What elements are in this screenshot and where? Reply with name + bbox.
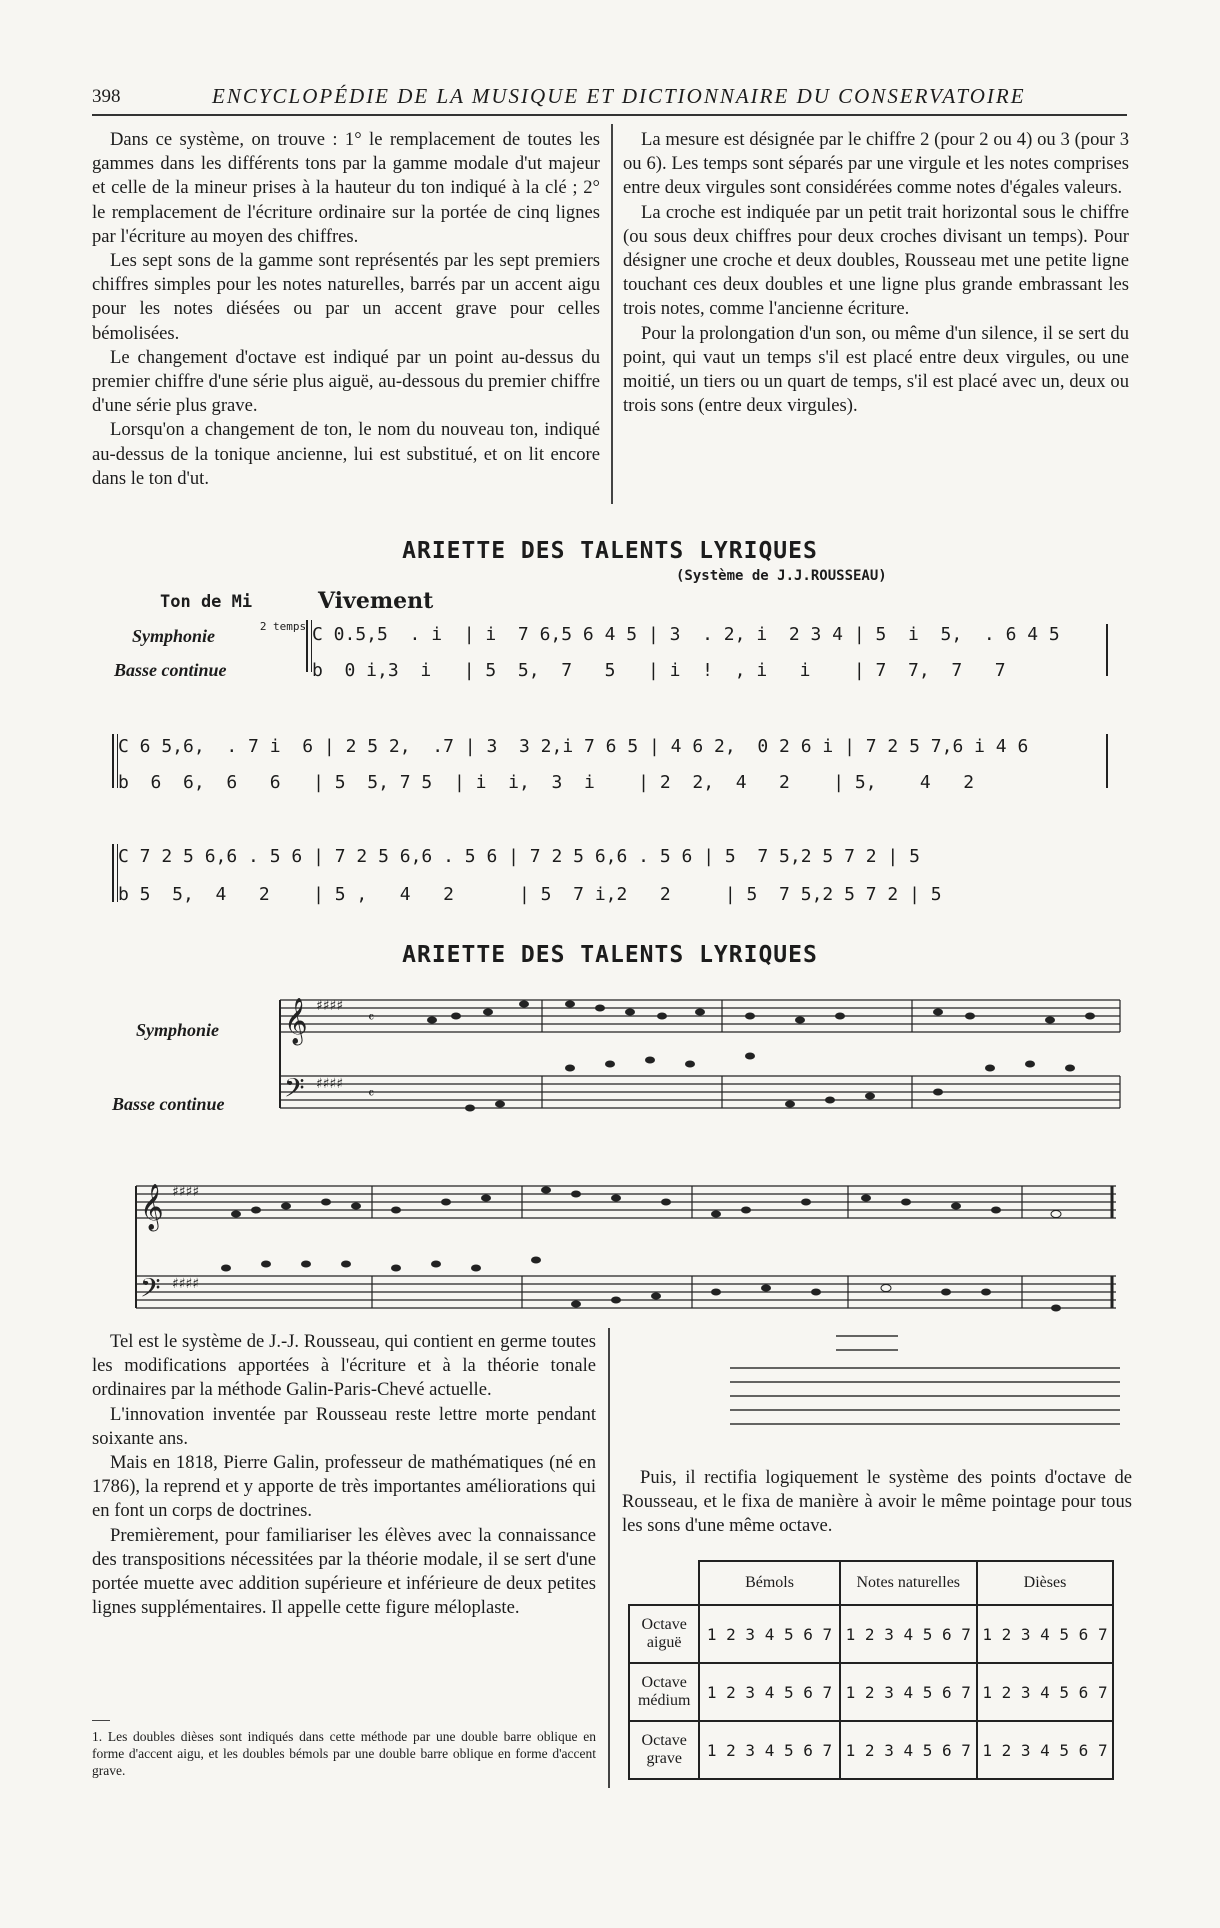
svg-text:𝄞: 𝄞: [284, 998, 308, 1044]
dieses-cell: 1 2 3 4 5 6 7: [977, 1663, 1113, 1721]
score-system-1: [270, 990, 1130, 1140]
paragraph: Tel est le système de J.-J. Rousseau, qui contient en germe toutes les modifications apportées à l'écriture et à la théorie tonale ordinaires par la méthode Galin-Paris-Chevé actuelle.: [92, 1331, 596, 1401]
paragraph: La mesure est désignée par le chiffre 2 (pour 2 ou 4) ou 3 (pour 3 ou 6). Les temps sont séparés par une virgule et les notes comprises entre deux virgules sont considérées comme notes d'égales valeurs.: [623, 129, 1129, 199]
svg-text:♯♯♯♯: ♯♯♯♯: [172, 1276, 200, 1292]
paragraph: Le changement d'octave est indiqué par un point au-dessus du premier chiffre d'une série plus aiguë, au-dessous du premier chiffre d'une série plus grave.: [92, 346, 600, 417]
barline: [1106, 734, 1108, 788]
ariette1-subtitle: (Système de J.J.ROUSSEAU): [676, 568, 887, 584]
paragraph: Puis, il rectifia logiquement le système des points d'octave de Rousseau, et le fixa de manière à avoir le même pointage pour tous les sons d'une même octave.: [622, 1467, 1132, 1537]
bemols-cell: 1 2 3 4 5 6 7: [699, 1721, 839, 1779]
octave-label: Octave aiguë: [629, 1605, 699, 1663]
running-title: ENCYCLOPÉDIE DE LA MUSIQUE ET DICTIONNAIRE DU CONSERVATOIRE: [212, 84, 1026, 108]
score-system-2: [126, 1166, 1130, 1346]
symphonie-label: Symphonie: [136, 1020, 220, 1040]
double-barline: [306, 620, 312, 672]
double-barline: [112, 844, 118, 902]
paragraph: Dans ce système, on trouve : 1° le remplacement de toutes les gammes dans les différents tons par la gamme modale d'ut majeur et celle de la mineur prises à la hauteur du ton indiqué à la clé ; 2° le remplacement de l'écriture ordinaire sur la portée de cinq lignes par l'écriture au moyen des chiffres.: [92, 129, 600, 247]
octave-label: Octave médium: [629, 1663, 699, 1721]
column-divider: [608, 1328, 610, 1788]
temps-label: 2 temps: [259, 620, 307, 633]
symphonie-label: Symphonie: [132, 626, 216, 646]
header-bemols: Bémols: [699, 1561, 839, 1605]
header-naturelles: Notes naturelles: [840, 1561, 977, 1605]
svg-text:♯♯♯♯: ♯♯♯♯: [316, 1076, 344, 1092]
running-header: [92, 84, 1127, 116]
svg-text:𝄴: 𝄴: [368, 1086, 375, 1102]
double-barline: [112, 734, 118, 788]
paragraph: Les sept sons de la gamme sont représentés par les sept premiers chiffres simples pour les notes naturelles, barrés par un accent aigu pour les notes diésées ou par un accent grave pour celles bémolisées.: [92, 250, 600, 344]
empty-cell: [629, 1561, 699, 1605]
cipher-row-3-top: C 7 2 5 6,6 . 5 6 | 7 2 5 6,6 . 5 6 | 7 2 5 6,6 . 5 6 | 5 7 5,2 5 7 2 | 5: [118, 846, 920, 867]
header-dieses: Dièses: [977, 1561, 1113, 1605]
lower-left-column: [92, 1330, 596, 1620]
right-column: [623, 128, 1129, 418]
naturelles-cell: 1 2 3 4 5 6 7: [840, 1721, 977, 1779]
cipher-row-1-top: C 0.5,5 . i | i 7 6,5 6 4 5 | 3 . 2, i 2 3 4 | 5 i 5, . 6 4 5: [312, 624, 1060, 645]
svg-text:𝄴: 𝄴: [368, 1010, 375, 1026]
paragraph: Mais en 1818, Pierre Galin, professeur de mathématiques (né en 1786), la reprend et y apporte de très importantes améliorations qui en font un corps de doctrines.: [92, 1452, 596, 1522]
paragraph: L'innovation inventée par Rousseau reste lettre morte pendant soixante ans.: [92, 1403, 596, 1449]
bemols-cell: 1 2 3 4 5 6 7: [699, 1605, 839, 1663]
cipher-row-3-bottom: b 5 5, 4 2 | 5 , 4 2 | 5 7 i,2 2 | 5 7 5,2 5 7 2 | 5: [118, 884, 942, 905]
cipher-row-2-bottom: b 6 6, 6 6 | 5 5, 7 5 | i i, 3 i | 2 2, 4 2 | 5, 4 2: [118, 772, 975, 793]
svg-text:𝄢: 𝄢: [284, 1072, 305, 1110]
paragraph: Premièrement, pour familiariser les élèves avec la connaissance des transpositions nécessitées par la théorie modale, il se sert d'une portée muette avec addition supérieure et inférieure de deux petites lignes supplémentaires. Il appelle cette figure méloplaste.: [92, 1524, 596, 1619]
meloplaste-figure: [720, 1330, 1140, 1440]
naturelles-cell: 1 2 3 4 5 6 7: [840, 1663, 977, 1721]
column-divider: [611, 124, 613, 504]
naturelles-cell: 1 2 3 4 5 6 7: [840, 1605, 977, 1663]
dieses-cell: 1 2 3 4 5 6 7: [977, 1721, 1113, 1779]
left-column: [92, 128, 600, 491]
basse-continue-label: Basse continue: [112, 1094, 225, 1114]
dieses-cell: 1 2 3 4 5 6 7: [977, 1605, 1113, 1663]
cipher-row-1-bottom: b 0 i,3 i | 5 5, 7 5 | i ! , i i | 7 7, 7 7: [312, 660, 1006, 681]
svg-text:𝄢: 𝄢: [140, 1272, 161, 1310]
svg-text:♯♯♯♯: ♯♯♯♯: [316, 998, 344, 1014]
paragraph: La croche est indiquée par un petit trait horizontal sous le chiffre (ou sous deux chiffres pour deux croches divisant un temps). Pour désigner une croche et deux doubles, Rousseau met une petite ligne touchant ces deux doubles et une ligne plus grande embrassant les trois notes, comme l'ancienne écriture.: [623, 201, 1129, 320]
bemols-cell: 1 2 3 4 5 6 7: [699, 1663, 839, 1721]
cipher-row-2-top: C 6 5,6, . 7 i 6 | 2 5 2, .7 | 3 3 2,i 7 6 5 | 4 6 2, 0 2 6 i | 7 2 5 7,6 i 4 6: [118, 736, 1029, 757]
ton-label: Ton de Mi: [160, 592, 253, 612]
footnote-rule: [92, 1720, 110, 1721]
svg-text:𝄞: 𝄞: [140, 1184, 164, 1230]
paragraph: Pour la prolongation d'un son, ou même d'un silence, il se sert du point, qui vaut un temps s'il est placé entre deux virgules, ou une moitié, un tiers ou un quart de temps, s'il est placé avec un, deux ou trois sons (entre deux virgules).: [623, 322, 1129, 417]
page-number: 398: [92, 86, 121, 107]
ariette1-title: ARIETTE DES TALENTS LYRIQUES: [402, 538, 818, 564]
lower-right-paragraph: [622, 1466, 1132, 1539]
paragraph: Lorsqu'on a changement de ton, le nom du nouveau ton, indiqué au-dessus de la tonique ancienne, lui est substitué, et on lit encore dans le ton d'ut.: [92, 419, 600, 489]
basse-continue-label: Basse continue: [114, 660, 227, 680]
svg-text:♯♯♯♯: ♯♯♯♯: [172, 1184, 200, 1200]
footnote: 1. Les doubles dièses sont indiqués dans cette méthode par une double barre oblique en forme d'accent aigu, et les doubles bémols par une double barre oblique en forme d'accent grave.: [92, 1729, 596, 1778]
octave-table: [628, 1560, 1114, 1780]
ariette2-title: ARIETTE DES TALENTS LYRIQUES: [402, 942, 818, 968]
barline: [1106, 624, 1108, 676]
octave-label: Octave grave: [629, 1721, 699, 1779]
tempo-label: Vivement: [318, 588, 434, 614]
